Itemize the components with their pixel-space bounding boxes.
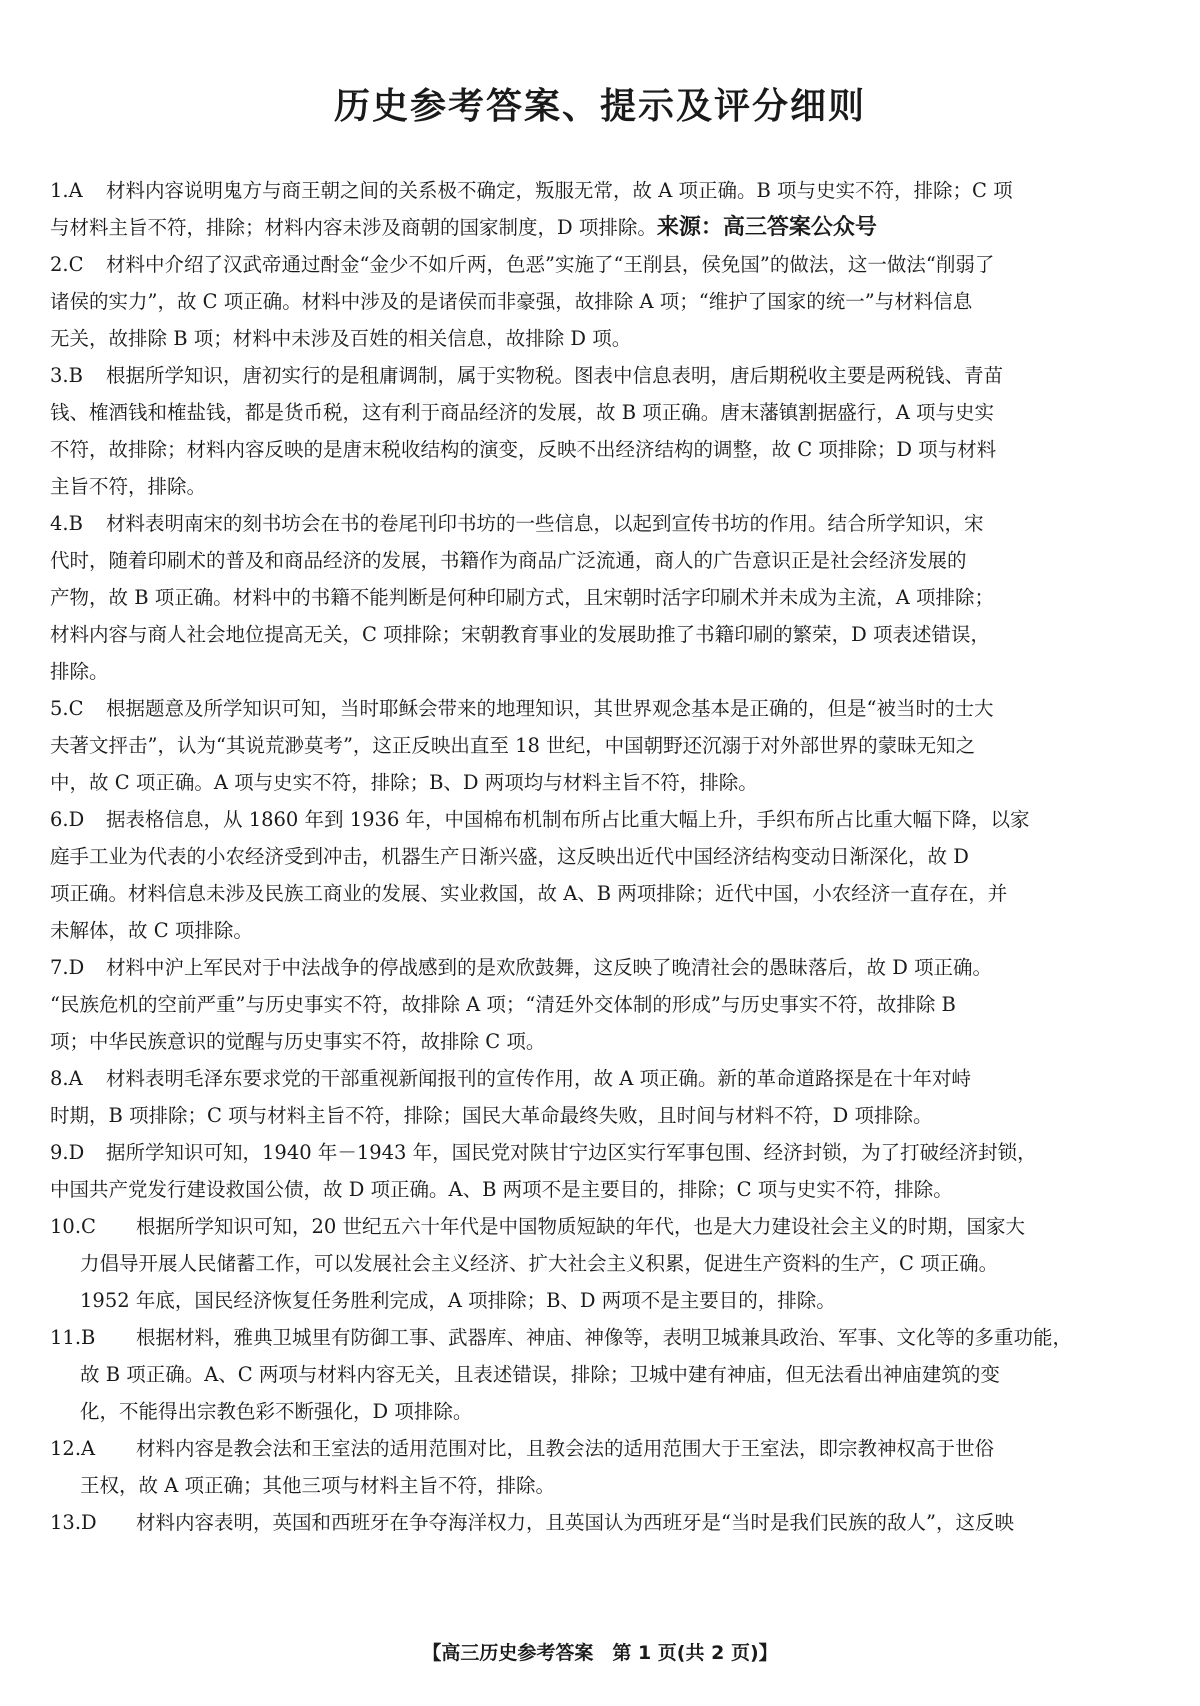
- answer-number: 8.A: [50, 1067, 83, 1090]
- answer-line: [50, 505, 1154, 542]
- page-title: 历史参考答案、提示及评分细则: [333, 86, 866, 127]
- answer-text: 中，故 C 项正确。A 项与史实不符，排除；B、D 两项均与材料主旨不符，排除。: [50, 771, 758, 794]
- answer-line: [50, 801, 1154, 838]
- answer-number: 5.C: [50, 697, 84, 720]
- answer-line: [50, 1319, 1154, 1356]
- answer-line: [50, 727, 1154, 764]
- answer-text: 时期，B 项排除；C 项与材料主旨不符，排除；国民大革命最终失败，且时间与材料不符，D 项排除。: [50, 1104, 933, 1127]
- answer-text: 根据所学知识，唐初实行的是租庸调制，属于实物税。图表中信息表明，唐后期税收主要是两税钱、青苗: [106, 364, 1004, 387]
- answer-text: 钱、榷酒钱和榷盐钱，都是货币税，这有利于商品经济的发展，故 B 项正确。唐末藩镇割据盛行，A 项与史实: [50, 401, 995, 424]
- answer-line: [50, 1023, 1154, 1060]
- answer-text: 王权，故 A 项正确；其他三项与材料主旨不符，排除。: [80, 1474, 555, 1497]
- answer-text: 材料中沪上军民对于中法战争的停战感到的是欢欣鼓舞，这反映了晚清社会的愚昧落后，故 D 项正确。: [106, 956, 993, 979]
- answer-line: [50, 357, 1154, 394]
- answer-line: [50, 949, 1154, 986]
- answer-line: [50, 1134, 1154, 1171]
- answer-line: [50, 1356, 1154, 1393]
- answer-line: [50, 283, 1154, 320]
- answer-text: 故 B 项正确。A、C 两项与材料内容无关，且表述错误，排除；卫城中建有神庙，但无法看出神庙建筑的变: [80, 1363, 1000, 1386]
- answer-number: 7.D: [50, 956, 85, 979]
- answer-text: “民族危机的空前严重”与历史事实不符，故排除 A 项；“清廷外交体制的形成”与历史事实不符，故排除 B: [50, 993, 956, 1016]
- answer-text: 根据材料，雅典卫城里有防御工事、武器库、神庙、神像等，表明卫城兼具政治、军事、文化等的多重功能，: [136, 1326, 1073, 1349]
- answer-line: [50, 1208, 1154, 1245]
- answer-text: 据表格信息，从 1860 年到 1936 年，中国棉布机制布所占比重大幅上升，手织布所占比重大幅下降，以家: [106, 808, 1030, 831]
- answer-number: 11.B: [50, 1326, 96, 1349]
- answer-item: [50, 172, 1154, 246]
- answer-item: [50, 801, 1154, 949]
- answer-line: [50, 1467, 1154, 1504]
- answer-line: [50, 875, 1154, 912]
- answer-item: [50, 246, 1154, 357]
- answer-number: 6.D: [50, 808, 85, 831]
- source-note: 来源：高三答案公众号: [656, 215, 877, 240]
- answer-number: 10.C: [50, 1215, 96, 1238]
- answer-text: 材料表明南宋的刻书坊会在书的卷尾刊印书坊的一些信息，以起到宣传书坊的作用。结合所学知识，宋: [106, 512, 984, 535]
- answer-line: [50, 209, 1154, 246]
- answer-line: [50, 1097, 1154, 1134]
- answer-line: [50, 764, 1154, 801]
- answer-text: 排除。: [50, 660, 109, 683]
- answer-item: [50, 1504, 1154, 1541]
- answer-text: 材料表明毛泽东要求党的干部重视新闻报刊的宣传作用，故 A 项正确。新的革命道路探是在十年对峙: [106, 1067, 971, 1090]
- answer-line: [50, 1504, 1154, 1541]
- answer-text: 材料内容表明，英国和西班牙在争夺海洋权力，且英国认为西班牙是“当时是我们民族的敌人”，这反映: [136, 1511, 1014, 1534]
- answer-line: [50, 690, 1154, 727]
- answer-text: 化，不能得出宗教色彩不断强化，D 项排除。: [80, 1400, 473, 1423]
- answer-number: 4.B: [50, 512, 83, 535]
- answer-text: 中国共产党发行建设救国公债，故 D 项正确。A、B 两项不是主要目的，排除；C 项与史实不符，排除。: [50, 1178, 953, 1201]
- answer-line: [50, 1393, 1154, 1430]
- answer-item: [50, 1134, 1154, 1208]
- answer-line: [50, 468, 1154, 505]
- answer-number: 9.D: [50, 1141, 85, 1164]
- answer-item: [50, 949, 1154, 1060]
- answer-line: [50, 1060, 1154, 1097]
- answer-line: [50, 542, 1154, 579]
- answer-item: [50, 357, 1154, 505]
- answer-text: 代时，随着印刷术的普及和商品经济的发展，书籍作为商品广泛流通，商人的广告意识正是社会经济发展的: [50, 549, 967, 572]
- answer-item: [50, 505, 1154, 690]
- answer-line: [50, 912, 1154, 949]
- answer-line: [50, 320, 1154, 357]
- answer-line: [50, 986, 1154, 1023]
- answer-number: 2.C: [50, 253, 84, 276]
- answer-line: [50, 616, 1154, 653]
- answer-text: 根据题意及所学知识可知，当时耶稣会带来的地理知识，其世界观念基本是正确的，但是“被当时的士大: [106, 697, 994, 720]
- answer-line: [50, 838, 1154, 875]
- answer-text: 材料内容是教会法和王室法的适用范围对比，且教会法的适用范围大于王室法，即宗教神权高于世俗: [136, 1437, 995, 1460]
- answer-text: 与材料主旨不符，排除；材料内容未涉及商朝的国家制度，D 项排除。: [50, 216, 657, 239]
- answer-text: 据所学知识可知，1940 年－1943 年，国民党对陕甘宁边区实行军事包围、经济封锁，为了打破经济封锁，: [106, 1141, 1037, 1164]
- answer-text: 项正确。材料信息未涉及民族工商业的发展、实业救国，故 A、B 两项排除；近代中国，小农经济一直存在，并: [50, 882, 1008, 905]
- answer-line: [50, 1245, 1154, 1282]
- answer-item: [50, 1430, 1154, 1504]
- answer-item: [50, 690, 1154, 801]
- answer-item: [50, 1208, 1154, 1319]
- answer-text: 不符，故排除；材料内容反映的是唐末税收结构的演变，反映不出经济结构的调整，故 C 项排除；D 项与材料: [50, 438, 997, 461]
- answer-line: [50, 1430, 1154, 1467]
- answer-text: 未解体，故 C 项排除。: [50, 919, 253, 942]
- answer-list: [50, 172, 1154, 1541]
- answer-line: [50, 579, 1154, 616]
- answer-text: 1952 年底，国民经济恢复任务胜利完成，A 项排除；B、D 两项不是主要目的，排除。: [80, 1289, 836, 1312]
- answer-text: 材料中介绍了汉武帝通过酎金“金少不如斤两，色恶”实施了“王削县，侯免国”的做法，这一做法“削弱了: [106, 253, 995, 276]
- answer-line: [50, 172, 1154, 209]
- answer-number: 13.D: [50, 1511, 97, 1534]
- answer-number: 3.B: [50, 364, 83, 387]
- answer-number: 1.A: [50, 179, 83, 202]
- answer-line: [50, 431, 1154, 468]
- answer-text: 夫著文抨击”，认为“其说荒渺莫考”，这正反映出直至 18 世纪，中国朝野还沉溺于对外部世界的蒙昧无知之: [50, 734, 976, 757]
- answer-line: [50, 1171, 1154, 1208]
- answer-text: 力倡导开展人民储蓄工作，可以发展社会主义经济、扩大社会主义积累，促进生产资料的生产，C 项正确。: [80, 1252, 999, 1275]
- answer-text: 材料内容说明鬼方与商王朝之间的关系极不确定，叛服无常，故 A 项正确。B 项与史实不符，排除；C 项: [106, 179, 1013, 202]
- answer-line: [50, 246, 1154, 283]
- answer-text: 材料内容与商人社会地位提高无关，C 项排除；宋朝教育事业的发展助推了书籍印刷的繁荣，D 项表述错误，: [50, 623, 990, 646]
- answer-text: 无关，故排除 B 项；材料中未涉及百姓的相关信息，故排除 D 项。: [50, 327, 632, 350]
- answer-line: [50, 394, 1154, 431]
- answer-item: [50, 1060, 1154, 1134]
- answer-text: 诸侯的实力”，故 C 项正确。材料中涉及的是诸侯而非豪强，故排除 A 项；“维护了国家的统一”与材料信息: [50, 290, 973, 313]
- answer-line: [50, 1282, 1154, 1319]
- answer-text: 主旨不符，排除。: [50, 475, 207, 498]
- page-footer: 【高三历史参考答案 第 1 页(共 2 页)】: [422, 1642, 778, 1664]
- answer-item: [50, 1319, 1154, 1430]
- answer-number: 12.A: [50, 1437, 96, 1460]
- answer-text: 项；中华民族意识的觉醒与历史事实不符，故排除 C 项。: [50, 1030, 546, 1053]
- answer-text: 根据所学知识可知，20 世纪五六十年代是中国物质短缺的年代，也是大力建设社会主义的时期，国家大: [136, 1215, 1026, 1238]
- answer-text: 庭手工业为代表的小农经济受到冲击，机器生产日渐兴盛，这反映出近代中国经济结构变动日渐深化，故 D: [50, 845, 969, 868]
- answer-line: [50, 653, 1154, 690]
- answer-text: 产物，故 B 项正确。材料中的书籍不能判断是何种印刷方式，且宋朝时活字印刷术并未成为主流，A 项排除；: [50, 586, 995, 609]
